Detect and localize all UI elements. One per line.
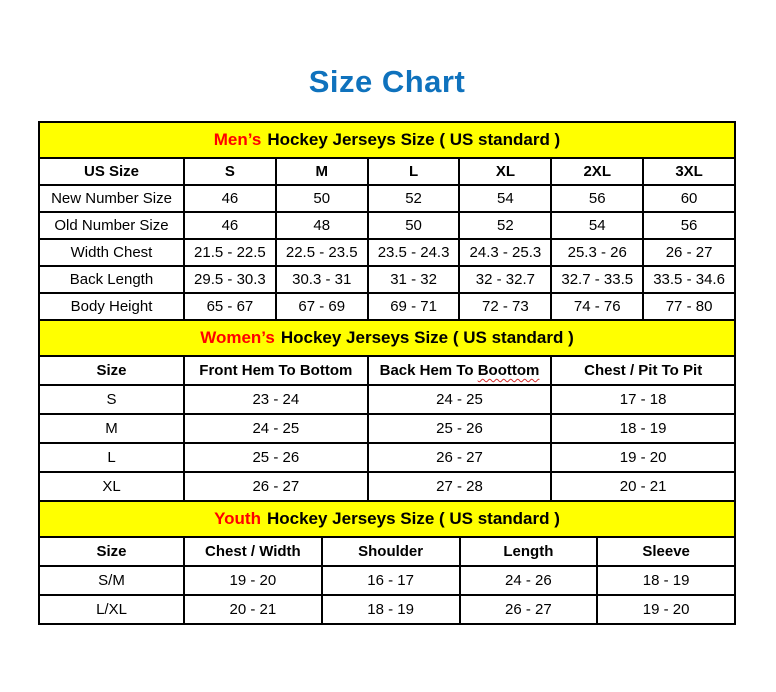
row-label: XL xyxy=(39,472,184,501)
column-header: L xyxy=(368,158,460,185)
table-cell: 24 - 25 xyxy=(368,385,552,414)
table-cell: 24 - 26 xyxy=(460,566,598,595)
row-label: Old Number Size xyxy=(39,212,184,239)
mens-header-row xyxy=(39,158,735,185)
youth-header-row xyxy=(39,537,735,566)
table-row xyxy=(39,293,735,320)
table-cell: 30.3 - 31 xyxy=(276,266,368,293)
banner-text: Hockey Jerseys Size ( US standard ) xyxy=(267,130,561,149)
table-cell: 27 - 28 xyxy=(368,472,552,501)
table-cell: 19 - 20 xyxy=(184,566,322,595)
banner-highlight: Youth xyxy=(214,509,261,528)
table-cell: 21.5 - 22.5 xyxy=(184,239,276,266)
table-cell: 67 - 69 xyxy=(276,293,368,320)
table-row xyxy=(39,266,735,293)
row-label: L/XL xyxy=(39,595,184,624)
table-cell: 25 - 26 xyxy=(184,443,368,472)
table-cell: 26 - 27 xyxy=(460,595,598,624)
table-cell: 19 - 20 xyxy=(551,443,735,472)
column-header: Chest / Pit To Pit xyxy=(551,356,735,385)
table-cell: 23 - 24 xyxy=(184,385,368,414)
table-row xyxy=(39,212,735,239)
table-cell: 74 - 76 xyxy=(551,293,643,320)
table-cell: 26 - 27 xyxy=(184,472,368,501)
row-label: Body Height xyxy=(39,293,184,320)
size-chart-tables xyxy=(38,121,736,625)
table-cell: 22.5 - 23.5 xyxy=(276,239,368,266)
row-label: New Number Size xyxy=(39,185,184,212)
page-title: Size Chart xyxy=(308,64,466,99)
row-label: L xyxy=(39,443,184,472)
mens-section-banner xyxy=(38,121,736,159)
table-cell: 52 xyxy=(368,185,460,212)
table-cell: 23.5 - 24.3 xyxy=(368,239,460,266)
table-row xyxy=(39,443,735,472)
column-header: Length xyxy=(460,537,598,566)
column-header: Front Hem To Bottom xyxy=(184,356,368,385)
table-row xyxy=(39,414,735,443)
column-header: Size xyxy=(39,356,184,385)
column-header: M xyxy=(276,158,368,185)
table-cell: 54 xyxy=(551,212,643,239)
table-cell: 46 xyxy=(184,185,276,212)
table-cell: 56 xyxy=(643,212,735,239)
table-row xyxy=(39,566,735,595)
column-header: Shoulder xyxy=(322,537,460,566)
table-cell: 65 - 67 xyxy=(184,293,276,320)
column-header: 2XL xyxy=(551,158,643,185)
misspelled-word: Boottom xyxy=(477,362,540,379)
table-cell: 31 - 32 xyxy=(368,266,460,293)
table-cell: 17 - 18 xyxy=(551,385,735,414)
table-cell: 33.5 - 34.6 xyxy=(643,266,735,293)
table-cell: 16 - 17 xyxy=(322,566,460,595)
womens-header-row xyxy=(39,356,735,385)
column-header: XL xyxy=(459,158,551,185)
table-cell: 18 - 19 xyxy=(597,566,735,595)
row-label: M xyxy=(39,414,184,443)
table-cell: 25 - 26 xyxy=(368,414,552,443)
table-cell: 48 xyxy=(276,212,368,239)
table-cell: 18 - 19 xyxy=(551,414,735,443)
table-row xyxy=(39,185,735,212)
banner-text: Hockey Jerseys Size ( US standard ) xyxy=(266,509,560,528)
column-header: Chest / Width xyxy=(184,537,322,566)
table-cell: 29.5 - 30.3 xyxy=(184,266,276,293)
table-cell: 32 - 32.7 xyxy=(459,266,551,293)
table-cell: 24.3 - 25.3 xyxy=(459,239,551,266)
column-header-text: Back Hem To xyxy=(379,362,474,379)
table-row xyxy=(39,472,735,501)
row-label: Back Length xyxy=(39,266,184,293)
table-cell: 24 - 25 xyxy=(184,414,368,443)
table-cell: 52 xyxy=(459,212,551,239)
table-cell: 50 xyxy=(368,212,460,239)
column-header: Sleeve xyxy=(597,537,735,566)
mens-size-table xyxy=(38,157,736,321)
table-cell: 50 xyxy=(276,185,368,212)
table-cell: 25.3 - 26 xyxy=(551,239,643,266)
banner-text: Hockey Jerseys Size ( US standard ) xyxy=(280,328,574,347)
table-cell: 69 - 71 xyxy=(368,293,460,320)
youth-section-banner xyxy=(38,500,736,538)
row-label: S xyxy=(39,385,184,414)
row-label: Width Chest xyxy=(39,239,184,266)
table-cell: 72 - 73 xyxy=(459,293,551,320)
table-cell: 60 xyxy=(643,185,735,212)
womens-size-table xyxy=(38,355,736,502)
table-cell: 26 - 27 xyxy=(368,443,552,472)
table-cell: 20 - 21 xyxy=(551,472,735,501)
table-cell: 26 - 27 xyxy=(643,239,735,266)
column-header: S xyxy=(184,158,276,185)
youth-size-table xyxy=(38,536,736,625)
table-row xyxy=(39,595,735,624)
womens-section-banner xyxy=(38,319,736,357)
table-cell: 46 xyxy=(184,212,276,239)
table-cell: 54 xyxy=(459,185,551,212)
table-row xyxy=(39,239,735,266)
table-cell: 32.7 - 33.5 xyxy=(551,266,643,293)
table-row xyxy=(39,385,735,414)
column-header: 3XL xyxy=(643,158,735,185)
table-cell: 20 - 21 xyxy=(184,595,322,624)
table-cell: 18 - 19 xyxy=(322,595,460,624)
column-header: Size xyxy=(39,537,184,566)
banner-highlight: Women’s xyxy=(200,328,275,347)
banner-highlight: Men’s xyxy=(213,130,262,149)
table-cell: 77 - 80 xyxy=(643,293,735,320)
column-header xyxy=(368,356,552,385)
table-cell: 19 - 20 xyxy=(597,595,735,624)
column-header: US Size xyxy=(39,158,184,185)
row-label: S/M xyxy=(39,566,184,595)
table-cell: 56 xyxy=(551,185,643,212)
